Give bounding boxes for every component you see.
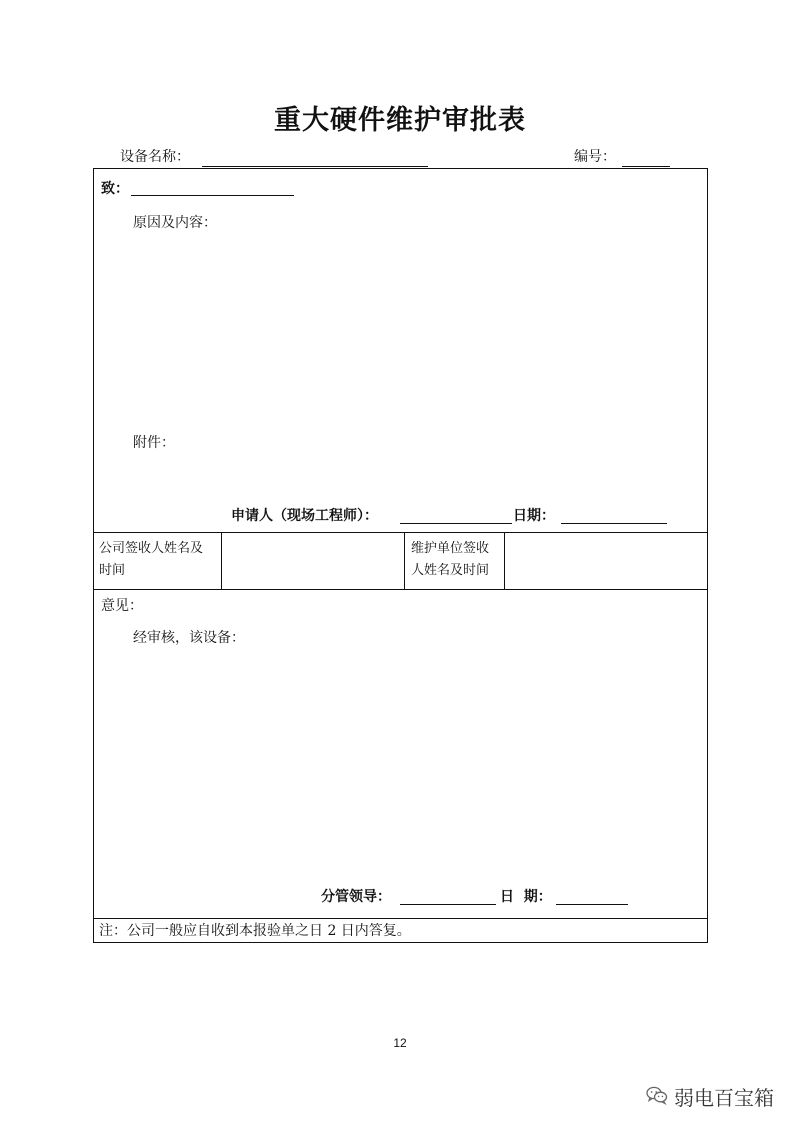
table-bottom-border [93,942,707,943]
watermark [646,1082,774,1111]
number-label: 编号： [574,149,616,165]
vendor-signoff-label-line1: 维护单位签收 [411,541,490,556]
opinion-label: 意见： [101,598,143,614]
company-signoff-field[interactable] [222,533,403,588]
device-name-label: 设备名称： [120,149,190,165]
reason-label: 原因及内容： [133,215,217,231]
company-signoff-label-line2: 时间 [99,563,126,578]
opinion-content-area[interactable] [130,655,690,875]
leader-field[interactable] [400,904,496,905]
attachment-label: 附件： [133,435,175,451]
applicant-date-field[interactable] [561,523,667,524]
vendor-signoff-label-line2: 人姓名及时间 [411,563,490,578]
page-title: 重大硬件维护审批表 [274,105,526,136]
company-signoff-label [99,538,219,582]
applicant-date-label: 日期： [513,508,555,524]
device-name-field[interactable] [202,166,428,167]
applicant-label: 申请人（现场工程师）： [231,508,378,524]
reason-content-area[interactable] [130,240,690,420]
to-label: 致： [101,181,129,197]
company-signoff-label-line1: 公司签收人姓名及 [99,541,204,556]
table-left-border [93,168,94,942]
watermark-text: 弱电百宝箱 [674,1086,774,1110]
leader-label: 分管领导： [321,889,391,905]
review-text: 经审核，该设备： [133,630,245,646]
vendor-signoff-field[interactable] [505,533,706,588]
table-right-border [707,168,708,943]
wechat-icon [646,1085,668,1109]
to-field[interactable] [131,195,294,196]
vendor-signoff-label [411,538,503,582]
table-top-border [93,168,707,169]
row-divider-3 [93,918,707,919]
applicant-field[interactable] [400,523,512,524]
leader-date-field[interactable] [556,904,628,905]
page-number: 12 [393,1036,407,1050]
leader-date-label: 日 期： [500,889,552,905]
row-divider-2 [93,589,707,590]
signoff-divider-2 [404,532,405,589]
reply-note: 注：公司一般应自收到本报验单之日 2 日内答复。 [99,923,411,939]
number-field[interactable] [622,166,670,167]
